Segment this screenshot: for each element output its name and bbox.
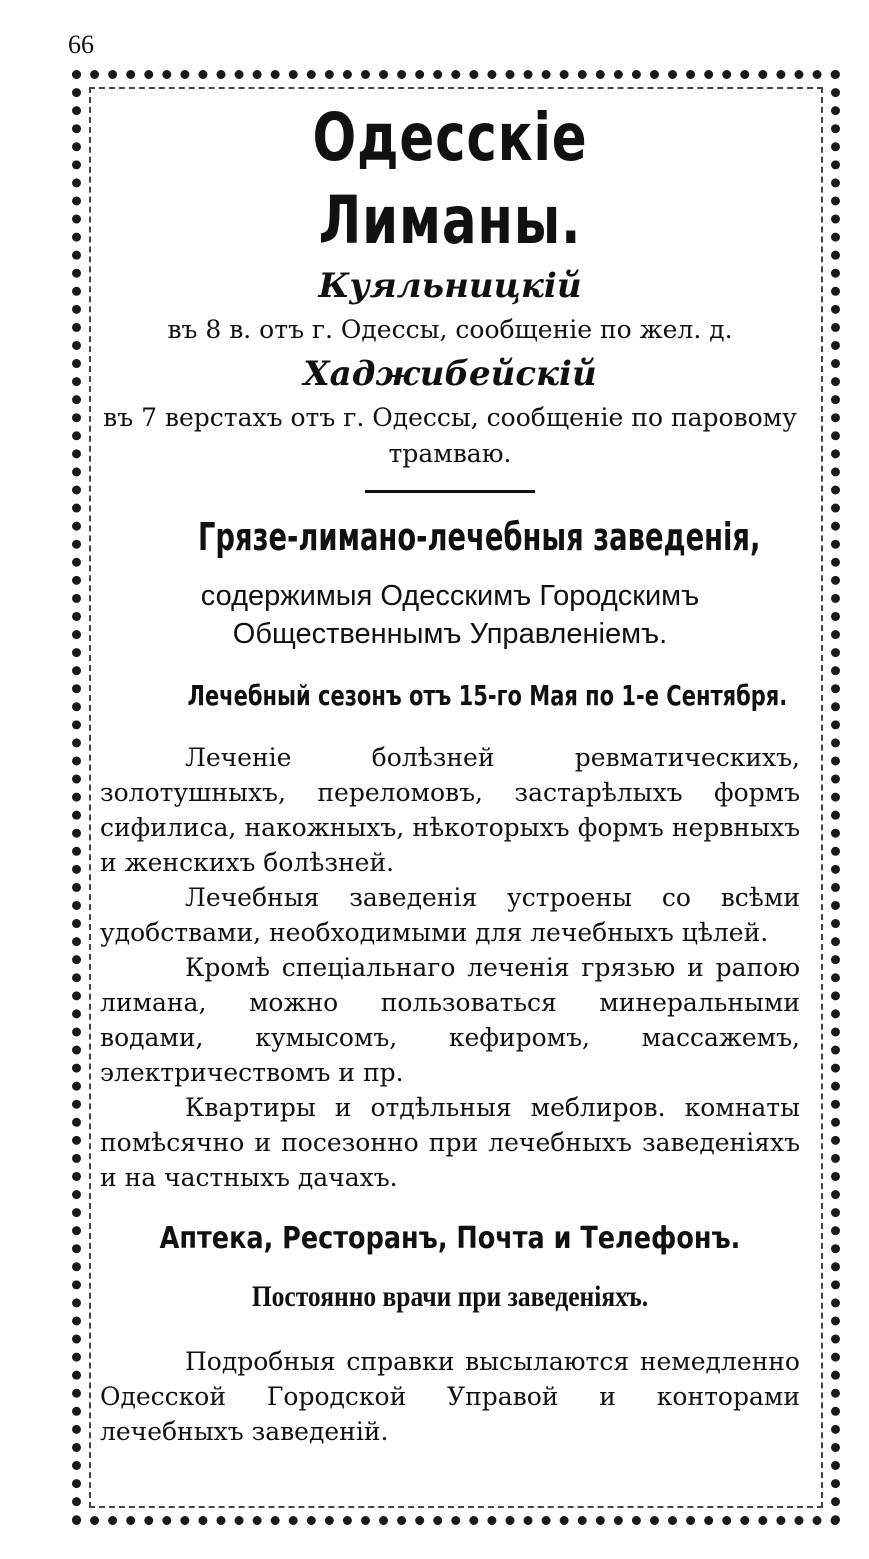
divider-rule [365, 490, 535, 493]
paragraph-lodging: Квартиры и отдѣльныя меблиров. комнаты помѣсячно и посезонно при лечебныхъ заведеніяхъ и на частныхъ дачахъ. [100, 1093, 800, 1192]
doctors-line: Постоянно врачи при заведеніяхъ. [251, 1280, 649, 1313]
season-dates: Лечебный сезонъ отъ 15-го Мая по 1-е Сентября. [187, 679, 788, 712]
paragraph-inquiries: Подробныя справки высылаются немедленно Одесской Городской Управой и конторами лечебныхъ заведеній. [100, 1347, 800, 1446]
paragraph-amenities: Лечебныя заведенія устроены со всѣми удобствами, необходимыми для лечебныхъ цѣлей. [100, 883, 800, 947]
paragraph-extra-treatments: Кромѣ спеціальнаго леченія грязью и рапою лимана, можно пользоваться минеральными водами, кумысомъ, кефиромъ, массажемъ, электричествомъ и пр. [100, 953, 800, 1087]
establishments-heading: Грязе-лимано-лечебныя заведенія, [197, 515, 761, 559]
liman-name-khadzhibey: Хаджибейскій [303, 354, 597, 394]
liman-distance-kuyalnik: въ 8 в. отъ г. Одессы, сообщеніе по жел. д. [167, 315, 733, 344]
liman-name-kuyalnik: Куяльницкій [318, 266, 582, 306]
ad-title: Одесскіе Лиманы. [312, 99, 588, 259]
paragraph-treatments: Леченіе болѣзней ревматическихъ, золотушныхъ, переломовъ, застарѣлыхъ формъ сифилиса, накожныхъ, нѣкоторыхъ формъ нервныхъ и женскихъ болѣзней. [100, 743, 800, 877]
page-number: 66 [68, 30, 94, 59]
services-line: Аптека, Ресторанъ, Почта и Телефонъ. [159, 1221, 741, 1256]
owner-text: содержимыя Одесскимъ Городскимъ Общественнымъ Управленіемъ. [200, 580, 700, 650]
advertisement [100, 85, 800, 1449]
liman-distance-khadzhibey: въ 7 верстахъ отъ г. Одессы, сообщеніе по паровому трамваю. [103, 403, 797, 468]
